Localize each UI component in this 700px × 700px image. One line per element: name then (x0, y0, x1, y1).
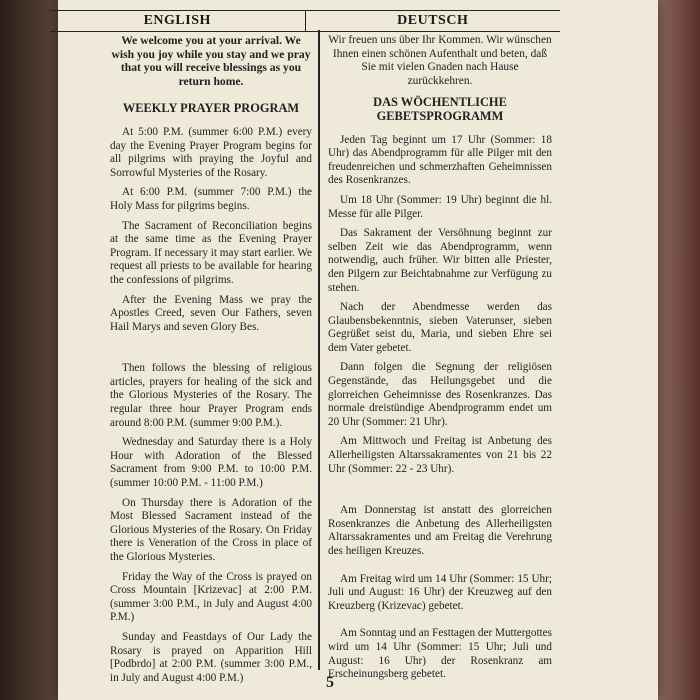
deutsch-paragraph: Am Sonntag und an Festtagen der Muttergottes wird um 14 Uhr (Sommer: 15 Uhr; Juli und August: 16 Uhr) der Rosenkranz am Erscheinungsberg gebetet. (328, 627, 552, 681)
deutsch-paragraph: Nach der Abendmesse werden das Glaubensbekenntnis, sieben Vaterunser, sieben Gegrüßet seist du, Maria, und sieben Ehre sei dem Vater gebetet. (328, 301, 552, 354)
english-paragraph: Sunday and Feastdays of Our Lady the Rosary is prayed on Apparition Hill [Podbrdo] at 2:00 P.M. (summer 3:00 P.M., in July and August 4:00 P.M.) (110, 630, 312, 684)
english-paragraph: Then follows the blessing of religious articles, prayers for healing of the sick and the Glorious Mysteries of the Rosary. The regular three hour Prayer Program ends around 8:00 P.M. (summer 9:00 P.M.). (110, 362, 312, 429)
deutsch-paragraph: Am Donnerstag ist anstatt des glorreichen Rosenkranzes die Anbetung des Allerheiligsten Altarssakramentes und am Freitag die Verehrung des heiligen Kreuzes. (328, 504, 552, 557)
english-paragraph: The Sacrament of Reconciliation begins at the same time as the Evening Prayer Program. If necessary it may start earlier. We request all priests to be available for hearing the confessions of pilgrims. (110, 219, 312, 286)
english-paragraph: Friday the Way of the Cross is prayed on Cross Mountain [Krizevac] at 2:00 P.M. (summer 3:00 P.M., in July and August 4:00 P.M.) (110, 570, 312, 624)
column-divider (318, 30, 320, 670)
deutsch-paragraph: Jeden Tag beginnt um 17 Uhr (Sommer: 18 Uhr) das Abendprogramm für alle Pilger mit den freudenreichen und schmerzhaften Geheimnissen des Rosenkranzes. (328, 133, 552, 187)
deutsch-paragraph: Dann folgen die Segnung der religiösen Gegenstände, das Heilungsgebet und die glorreichen Geheimnisse des Rosenkranzes. Das normale dreistündige Abendprogramm endet um 20 Uhr (Sommer: 21 Uhr). (328, 361, 552, 428)
column-header (50, 10, 560, 32)
english-paragraph: At 6:00 P.M. (summer 7:00 P.M.) the Holy Mass for pilgrims begins. (110, 186, 312, 212)
english-paragraph: At 5:00 P.M. (summer 6:00 P.M.) every day the Evening Prayer Program begins for all pilgrims with praying the Joyful and Sorrowful Mysteries of the Rosary. (110, 125, 312, 179)
deutsch-paragraph: Am Mittwoch und Freitag ist Anbetung des Allerheiligsten Altarssakramentes von 21 bis 22 Uhr (Sommer: 22 - 23 Uhr). (328, 435, 552, 475)
english-paragraph: Wednesday and Saturday there is a Holy Hour with Adoration of the Blessed Sacrament from 9:00 P.M. to 10:00 P.M. (summer 10:00 P.M. - 11:00 P.M.) (110, 436, 312, 490)
deutsch-paragraph: Um 18 Uhr (Sommer: 19 Uhr) beginnt die hl. Messe für alle Pilger. (328, 193, 552, 220)
english-paragraph: After the Evening Mass we pray the Apostles Creed, seven Our Fathers, seven Hail Marys and seven Glory Bes. (110, 293, 312, 333)
deutsch-column (328, 34, 552, 688)
deutsch-paragraph: Am Freitag wird um 14 Uhr (Sommer: 15 Uhr; Juli und August: 16 Uhr) der Kreuzweg auf den Kreuzberg (Krizevac) gebetet. (328, 572, 552, 612)
header-english: ENGLISH (143, 13, 211, 28)
deutsch-paragraph: Das Sakrament der Versöhnung beginnt zur selben Zeit wie das Abendprogramm, wenn notwendig, auch früher. Wir bitten alle Priester, den Pilgern zur Beichtabnahme zur Verfügung zu stehen. (328, 227, 552, 294)
english-welcome: We welcome you at your arrival. We wish you joy while you stay and we pray that you will receive blessings as you return home. (111, 34, 311, 88)
english-heading: WEEKLY PRAYER PROGRAM (122, 101, 300, 116)
page-number: 5 (326, 674, 334, 691)
book-gutter-shadow (0, 0, 58, 700)
header-deutsch: DEUTSCH (305, 11, 561, 31)
english-column (110, 34, 312, 691)
deutsch-heading: DAS WÖCHENTLICHE GEBETSPROGRAMM (373, 95, 507, 123)
deutsch-welcome: Wir freuen uns über Ihr Kommen. Wir wünschen Ihnen einen schönen Aufenthalt und beten, daß Sie mit vielen Gnaden nach Hause zurückkehren. (328, 34, 552, 87)
book-cover-edge (658, 0, 700, 700)
english-paragraph: On Thursday there is Adoration of the Most Blessed Sacrament instead of the Glorious Mysteries of the Rosary. On Friday there is Veneration of the Cross in place of the Glorious Mysteries. (110, 496, 312, 563)
